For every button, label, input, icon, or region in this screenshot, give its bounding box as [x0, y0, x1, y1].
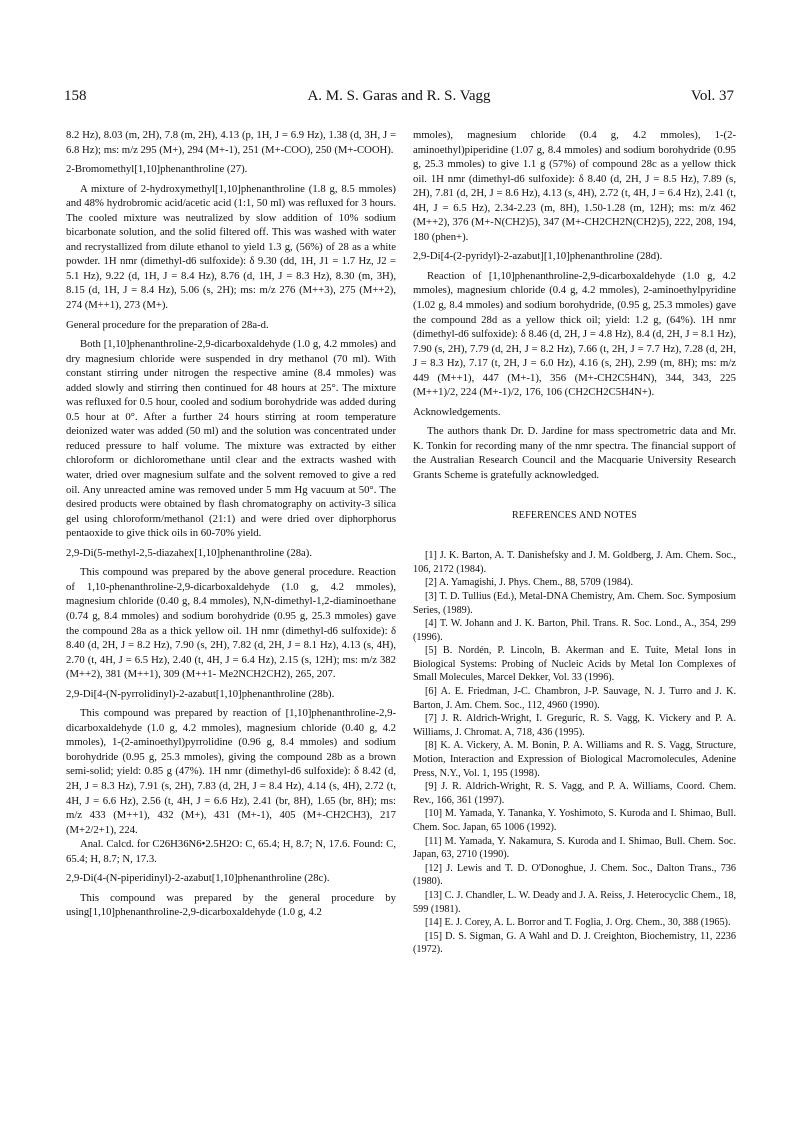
- reference-item: [5] B. Nordén, P. Lincoln, B. Akerman and E. Tuite, Metal Ions in Biological Systems: Probing of Nucleic Acids by Metal Ion Complexes of Small Molecules, Marcel Dekker, Vol. 33 (1996).: [413, 645, 736, 684]
- paragraph: A mixture of 2-hydroxymethyl[1,10]phenanthroline (1.8 g, 8.5 mmoles) and 48% hydrobromic acid/acetic acid (1:1, 50 ml) was refluxed for 3 hours. The cooled mixture was neutralized by slow addition of 10% sodium bicarbonate solution, and the solid filtered off. This was washed with water and recrystallized from dilute ethanol to yield 1.3 g, (56%) of 28 as a white powder. 1H nmr (dimethyl-d6 sulfoxide): δ 9.30 (dd, 1H, J1 = 1.7 Hz, J2 = 5.1 Hz), 9.22 (d, 1H, J = 8.4 Hz), 8.76 (d, 1H, J = 8.3 Hz), 8.30 (m, 3H), 8.15 (d, 1H, J = 8.4 Hz), 5.06 (s, 2H); ms: m/z 276 (M++3), 275 (M++2), 274 (M++1), 273 (M+).: [66, 182, 396, 312]
- paragraph: Anal. Calcd. for C26H36N6•2.5H2O: C, 65.4; H, 8.7; N, 17.6. Found: C, 65.4; H, 8.7; N, 17.3.: [66, 838, 396, 865]
- acknowledgements-heading: Acknowledgements.: [413, 405, 501, 418]
- reference-item: [9] J. R. Aldrich-Wright, R. S. Vagg, and P. A. Williams, Coord. Chem. Rev., 166, 361 (1997).: [413, 781, 736, 806]
- reference-item: [7] J. R. Aldrich-Wright, I. Greguric, R. S. Vagg, K. Vickery and P. A. Williams, J. Chromat. A, 718, 436 (1995).: [413, 713, 736, 738]
- reference-item: [15] D. S. Sigman, G. A Wahl and D. J. Creighton, Biochemistry, 11, 2236 (1972).: [413, 930, 736, 956]
- left-column: [66, 128, 396, 920]
- reference-item: [8] K. A. Vickery, A. M. Bonin, P. A. Williams and R. S. Vagg, Structure, Motion, Interaction and Expression of Biological Macromolecules, Adenine Press, N.Y., Vol. 1, 195 (1998).: [413, 740, 736, 779]
- acknowledgements-text: The authors thank Dr. D. Jardine for mass spectrometric data and Mr. K. Tonkin for recording many of the nmr spectra. The financial support of the Australian Research Council and the Macquarie University Research Grants Scheme is gratefully acknowledged.: [413, 425, 736, 482]
- paragraph: Reaction of [1,10]phenanthroline-2,9-dicarboxaldehyde (1.0 g, 4.2 mmoles), magnesium chloride (0.4 g, 4.2 mmoles), 2-aminoethylpyridine (1.02 g, 8.4 mmoles) and sodium borohydride, (0.95 g, 25.3 mmoles) gave the compound 28d as a yellow thick oil; yield: 1.2 g, (64%). 1H nmr (dimethyl-d6 sulfoxide): δ 8.46 (d, 2H, J = 4.8 Hz), 8.4 (d, 2H, J = 8.1 Hz), 7.90 (s, 2H), 7.79 (d, 2H, J = 8.2 Hz), 7.66 (t, 2H, J = 7.7 Hz), 7.28 (d, 2H, J = 8.3 Hz), 7.17 (t, 2H, J = 6.0 Hz), 4.16 (s, 2H), 2.99 (m, 8H); ms: m/z 449 (M++1), 447 (M+-1), 356 (M+-CH2C5H4N), 344, 343, 225 (M++1)/2, 224 (M+-1)/2, 176, 106 (CH2CH2C5H4N+).: [413, 269, 736, 399]
- paragraph: 8.2 Hz), 8.03 (m, 2H), 7.8 (m, 2H), 4.13 (p, 1H, J = 6.9 Hz), 1.38 (d, 3H, J = 6.8 Hz); ms: m/z 295 (M+), 294 (M+-1), 251 (M+-COO), 250 (M+-COOH).: [66, 129, 396, 156]
- reference-item: [3] T. D. Tullius (Ed.), Metal-DNA Chemistry, Am. Chem. Soc. Symposium Series, (1989).: [413, 590, 736, 616]
- reference-item: [11] M. Yamada, Y. Nakamura, S. Kuroda and I. Shimao, Bull. Chem. Soc. Japan, 63, 2710 (1990).: [413, 835, 736, 861]
- references-heading: REFERENCES AND NOTES: [511, 509, 638, 521]
- reference-item: [10] M. Yamada, Y. Tananka, Y. Yoshimoto, S. Kuroda and I. Shimao, Bull. Chem. Soc. Japan, 65 1006 (1992).: [413, 808, 736, 833]
- section-heading: 2,9-Di[4-(2-pyridyl)-2-azabut][1,10]phenanthroline (28d).: [413, 250, 663, 263]
- paragraph: This compound was prepared by reaction of [1,10]phenanthroline-2,9-dicarboxaldehyde (1.0 g, 4.2 mmoles), magnesium chloride (0.40 g, 4.2 mmoles), 1-(2-aminoethyl)pyrrolidine (0.96 g, 8.4 mmoles) and sodium borohydride (0.95 g, 25.3 mmoles), giving the compound 28b as a brown semi-solid; yield: 0.85 g (47%). 1H nmr (dimethyl-d6 sulfoxide): δ 8.42 (d, 2H, J = 8.3 Hz), 7.91 (s, 2H), 7.83 (d, 2H, J = 8.4 Hz), 4.14 (s, 4H), 2.72 (t, 4H, J = 6.6 Hz), 2.56 (t, 4H, J = 6.6 Hz), 2.41 (br, 8H), 1.65 (br, 8H); ms: m/z 433 (M++1), 432 (M+), 431 (M+-1), 405 (M+-CH2CH3), 217 (M+2/2+1), 224.: [66, 707, 396, 836]
- section-heading: 2,9-Di(5-methyl-2,5-diazahex[1,10]phenanthroline (28a).: [66, 546, 313, 559]
- paragraph: Both [1,10]phenanthroline-2,9-dicarboxaldehyde (1.0 g, 4.2 mmoles) and dry magnesium chloride were suspended in dry methanol (70 ml). With constant stirring under nitrogen the respective amine (8.4 mmoles) was added slowly and stirring then continued for 48 hours at 25°. The mixture was refluxed for 0.5 hour, cooled and sodium borohydride was added during 0.5 hour at 0°. After a further 24 hours stirring at room temperature deionized water was added (50 ml) and the solution was concentrated under reduced pressure to half volume. The mixture was extracted by either chloroform or dichloromethane until clear and the extracts washed with water, dried over magnesium sulfate and the solvent removed to give a red oil. Any unreacted amine was removed under 5 mm Hg vacuum at 50°. The desired products were obtained by flash chromatography on activity-3 silica gel using chloroform/methanol (21:1) and were dried over diphorphorus pentaoxide to give thick oils in 60-70% yield.: [66, 338, 396, 540]
- paragraph: mmoles), magnesium chloride (0.4 g, 4.2 mmoles), 1-(2-aminoethyl)piperidine (1.07 g, 8.4 mmoles) and sodium borohydride (0.95 g, 25.3 mmoles) to give 1.1 g (57%) of compound 28c as a yellow thick oil. 1H nmr (dimethyl-d6 sulfoxide): δ 8.40 (d, 2H, J = 8.5 Hz), 7.89 (s, 2H), 7.81 (d, 2H, J = 8.6 Hz), 4.13 (s, 4H), 2.72 (t, 4H, J = 6.4 Hz), 2.41 (t, 4H, J = 6.5 Hz), 2.34-2.23 (m, 8H), 1.50-1.28 (m, 12H); ms: m/z 462 (M++2), 376 (M+-N(CH2)5), 347 (M+-CH2CH2N(CH2)5), 222, 208, 194, 180 (phen+).: [413, 129, 736, 243]
- running-authors: A. M. S. Garas and R. S. Vagg: [307, 88, 491, 104]
- reference-item: [6] A. E. Friedman, J-C. Chambron, J-P. Sauvage, N. J. Turro and J. K. Barton, J. Am. Chem. Soc., 112, 4960 (1990).: [413, 686, 736, 711]
- page-number: 158: [64, 88, 87, 104]
- reference-list: [413, 549, 736, 957]
- paragraph: This compound was prepared by the above general procedure. Reaction of 1,10-phenanthroline-2,9-dicarboxaldehyde (1.0 g, 4.2 mmoles), magnesium chloride (0.40 g, 8.4 mmoles), N,N-dimethyl-1,2-diaminoethane (0.74 g, 8.4 mmoles) and sodium borohydride (0.95 g, 25.3 mmoles) gave the compound 28a as a thick yellow oil. 1H nmr (dimethyl-d6 sulfoxide): δ 8.40 (d, 2H, J = 8.2 Hz), 7.90 (s, 2H), 7.82 (d, 2H, J = 8.1 Hz), 4.13 (s, 4H), 2.70 (t, 4H, J = 6.5 Hz), 2.40 (t, 4H, J = 6.4 Hz), 2.15 (s, 12H); ms: m/z 382 (M++2), 381 (M++1), 309 (M++1- Me2NCH2CH2), 265, 207.: [66, 566, 396, 681]
- reference-item: [12] J. Lewis and T. D. O'Donoghue, J. Chem. Soc., Dalton Trans., 736 (1980).: [413, 862, 736, 888]
- reference-item: [4] T. W. Johann and J. K. Barton, Phil. Trans. R. Soc. Lond., A., 354, 299 (1996).: [413, 618, 736, 643]
- section-heading: 2-Bromomethyl[1,10]phenanthroline (27).: [66, 163, 248, 176]
- right-column: [413, 128, 736, 957]
- reference-item: [13] C. J. Chandler, L. W. Deady and J. A. Reiss, J. Heterocyclic Chem., 18, 599 (1981).: [413, 889, 736, 915]
- reference-item: [2] A. Yamagishi, J. Phys. Chem., 88, 5709 (1984).: [425, 577, 634, 589]
- volume-label: Vol. 37: [690, 88, 734, 104]
- section-heading: General procedure for the preparation of 28a-d.: [66, 318, 269, 331]
- reference-item: [1] J. K. Barton, A. T. Danishefsky and J. M. Goldberg, J. Am. Chem. Soc., 106, 2172 (1984).: [413, 550, 736, 575]
- section-heading: 2,9-Di(4-(N-piperidinyl)-2-azabut[1,10]phenanthroline (28c).: [66, 872, 330, 885]
- paragraph: This compound was prepared by the general procedure by using[1,10]phenanthroline-2,9-dicarboxaldehyde (1.0 g, 4.2: [66, 891, 396, 919]
- reference-item: [14] E. J. Corey, A. L. Borror and T. Foglia, J. Org. Chem., 30, 388 (1965).: [425, 917, 731, 929]
- section-heading: 2,9-Di[4-(N-pyrrolidinyl)-2-azabut[1,10]phenanthroline (28b).: [66, 687, 335, 700]
